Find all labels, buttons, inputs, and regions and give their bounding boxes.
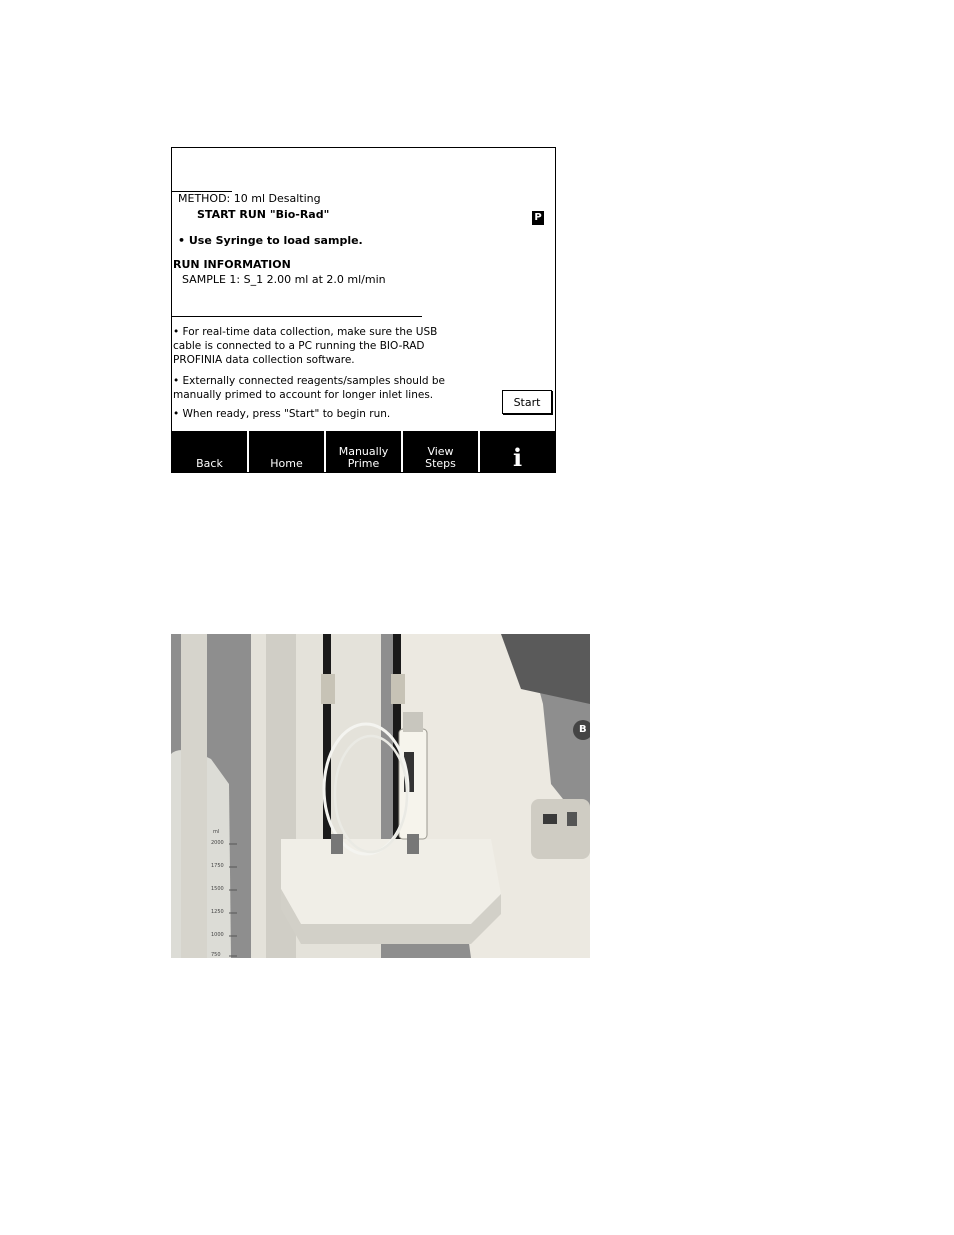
bottle-tick-1000: 1000	[211, 932, 224, 938]
info-button[interactable]	[478, 431, 555, 472]
bottle-tick-1250: 1250	[211, 909, 224, 915]
p-badge: P	[532, 211, 544, 225]
bottle-tick-1500: 1500	[211, 886, 224, 892]
bottle-tick-2000: 2000	[211, 840, 224, 846]
sample-line: SAMPLE 1: S_1 2.00 ml at 2.0 ml/min	[182, 273, 386, 286]
bottle-scale-unit: ml	[213, 829, 220, 835]
manually-prime-button[interactable]	[324, 431, 401, 472]
method-line: METHOD: 10 ml Desalting	[178, 192, 321, 205]
softkey-bar	[172, 431, 555, 472]
note-start	[173, 407, 390, 421]
note-usb-line1: • For real-time data collection, make sure the USB	[173, 326, 438, 338]
note-start-line1: • When ready, press "Start" to begin run.	[173, 408, 391, 420]
bottle-tick-1750: 1750	[211, 863, 224, 869]
note-usb	[173, 325, 437, 367]
back-button-label: Back	[196, 457, 223, 470]
note-prime	[173, 374, 445, 402]
divider	[172, 316, 422, 317]
note-usb-line2: cable is connected to a PC running the BIO-RAD	[173, 340, 425, 352]
view-steps-button[interactable]	[401, 431, 478, 472]
start-button[interactable]: Start	[502, 390, 552, 414]
bottle-tick-750: 750	[211, 952, 221, 958]
view-steps-line1: View	[427, 445, 454, 458]
back-button[interactable]	[172, 431, 247, 472]
instrument-photo-drawing	[171, 634, 590, 958]
manually-prime-line1: Manually	[338, 445, 389, 458]
start-run-title: START RUN "Bio-Rad"	[197, 208, 330, 221]
note-prime-line2: manually primed to account for longer inlet lines.	[173, 389, 434, 401]
syringe-instruction: • Use Syringe to load sample.	[178, 234, 363, 247]
device-screen	[171, 147, 556, 473]
instrument-photo	[171, 634, 590, 958]
info-icon: i	[512, 443, 523, 472]
view-steps-line2: Steps	[425, 457, 456, 470]
brand-mark-partial: B	[579, 724, 587, 735]
home-button-label: Home	[270, 457, 303, 470]
manually-prime-line2: Prime	[347, 457, 380, 470]
note-prime-line1: • Externally connected reagents/samples should be	[173, 375, 446, 387]
home-button[interactable]	[247, 431, 324, 472]
run-info-heading: RUN INFORMATION	[173, 258, 291, 271]
note-usb-line3: PROFINIA data collection software.	[173, 354, 355, 366]
